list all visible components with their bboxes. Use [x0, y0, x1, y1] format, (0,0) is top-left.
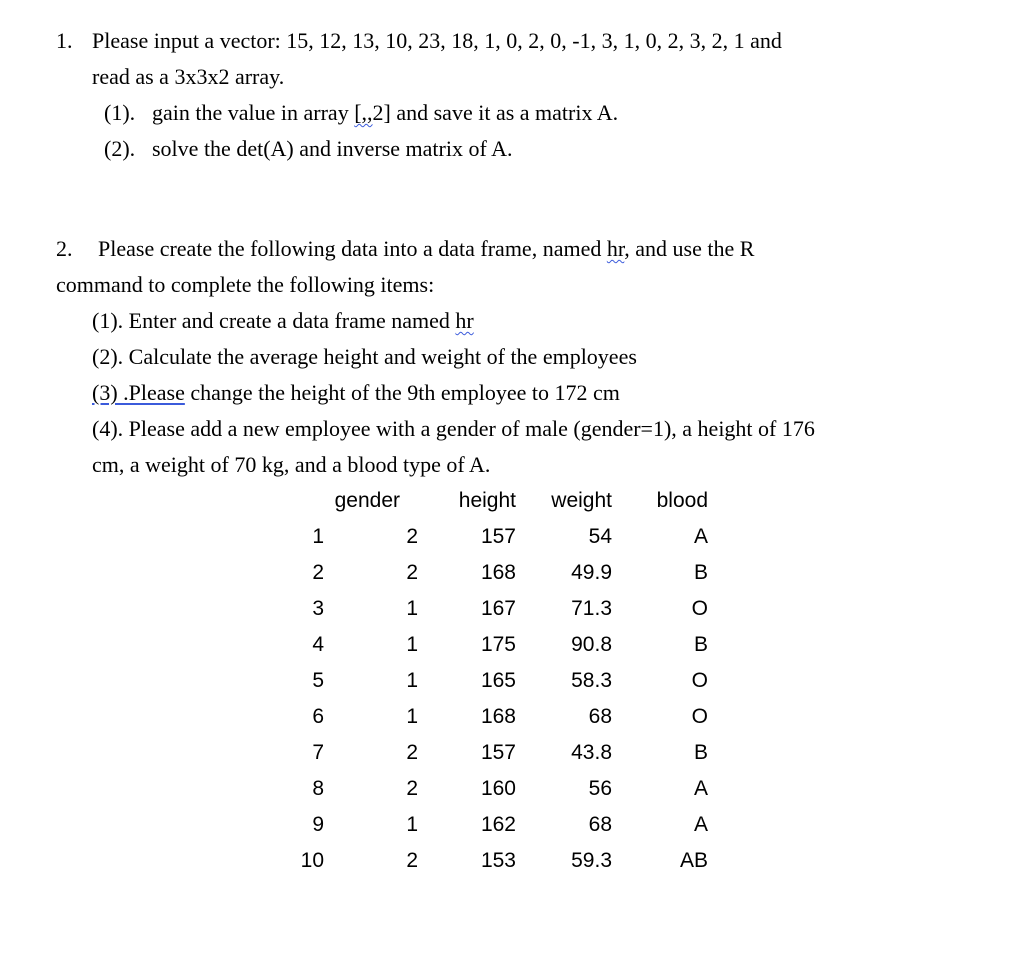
cell-blood: AB — [679, 849, 708, 872]
cell-weight: 59.3 — [571, 849, 612, 872]
q2-item2: (2). Calculate the average height and weight of the employees — [92, 344, 637, 369]
cell-height: 175 — [480, 633, 516, 656]
cell-height: 157 — [480, 741, 516, 764]
q2-item1-name: hr — [455, 308, 474, 333]
cell-height: 168 — [480, 561, 516, 584]
q2-item4-line1: (4). Please add a new employee with a gender of male (gender=1), a height of 176 — [92, 416, 815, 441]
q2-item3 — [92, 380, 620, 406]
row-index: 1 — [312, 525, 324, 548]
cell-height: 167 — [480, 597, 516, 620]
row-index: 2 — [312, 561, 324, 584]
q1-item1 — [152, 100, 618, 126]
q2-item1 — [92, 308, 474, 334]
cell-weight: 68 — [588, 705, 612, 728]
header-blood: blood — [656, 489, 708, 512]
cell-blood: A — [693, 777, 708, 800]
cell-weight: 71.3 — [571, 597, 612, 620]
q1-number: 1. — [56, 28, 73, 53]
cell-blood: A — [693, 813, 708, 836]
cell-gender: 2 — [406, 777, 418, 800]
cell-gender: 1 — [406, 633, 418, 656]
cell-gender: 1 — [406, 813, 418, 836]
cell-blood: A — [693, 525, 708, 548]
header-height: height — [458, 489, 516, 512]
q2-line1-post: , and use the R — [624, 236, 755, 261]
cell-weight: 58.3 — [571, 669, 612, 692]
q1-item1-code: [,, — [354, 100, 373, 125]
cell-gender: 2 — [406, 561, 418, 584]
cell-weight: 56 — [588, 777, 612, 800]
q2-line2: command to complete the following items: — [56, 272, 435, 297]
cell-height: 168 — [480, 705, 516, 728]
cell-gender: 1 — [406, 705, 418, 728]
cell-weight: 68 — [588, 813, 612, 836]
row-index: 4 — [312, 633, 324, 656]
cell-gender: 1 — [406, 597, 418, 620]
q1-line2: read as a 3x3x2 array. — [92, 64, 285, 89]
cell-blood: B — [693, 561, 708, 584]
row-index: 6 — [312, 705, 324, 728]
q2-item1-pre: (1). Enter and create a data frame named — [92, 308, 456, 333]
q1-line1: Please input a vector: 15, 12, 13, 10, 23, 18, 1, 0, 2, 0, -1, 3, 1, 0, 2, 3, 2, 1 and — [92, 28, 782, 53]
q2-number: 2. — [56, 236, 73, 261]
cell-height: 160 — [480, 777, 516, 800]
cell-blood: O — [691, 705, 708, 728]
header-gender: gender — [334, 489, 400, 512]
cell-gender: 1 — [406, 669, 418, 692]
cell-blood: B — [693, 633, 708, 656]
row-index: 8 — [312, 777, 324, 800]
row-index: 7 — [312, 741, 324, 764]
cell-weight: 43.8 — [571, 741, 612, 764]
row-index: 10 — [300, 849, 324, 872]
cell-gender: 2 — [406, 525, 418, 548]
cell-height: 162 — [480, 813, 516, 836]
row-index: 3 — [312, 597, 324, 620]
cell-height: 165 — [480, 669, 516, 692]
q1-item1-post: 2] and save it as a matrix A. — [372, 100, 619, 125]
cell-blood: O — [691, 597, 708, 620]
cell-height: 157 — [480, 525, 516, 548]
q2-item4-line2: cm, a weight of 70 kg, and a blood type of A. — [92, 452, 491, 477]
row-index: 9 — [312, 813, 324, 836]
q2-item3-link: (3) .Please — [92, 380, 185, 405]
cell-gender: 2 — [406, 741, 418, 764]
q1-item2-number: (2). — [104, 136, 136, 161]
q2-line1-pre: Please create the following data into a data frame, named — [98, 236, 607, 261]
cell-weight: 90.8 — [571, 633, 612, 656]
q2-line1 — [98, 236, 754, 262]
row-index: 5 — [312, 669, 324, 692]
q1-item1-pre: gain the value in array — [152, 100, 355, 125]
q1-item2: solve the det(A) and inverse matrix of A. — [152, 136, 513, 161]
cell-weight: 49.9 — [571, 561, 612, 584]
cell-blood: O — [691, 669, 708, 692]
q2-line1-name: hr — [606, 236, 625, 261]
cell-height: 153 — [480, 849, 516, 872]
cell-blood: B — [693, 741, 708, 764]
cell-gender: 2 — [406, 849, 418, 872]
header-weight: weight — [551, 489, 612, 512]
q2-item3-post: change the height of the 9th employee to 172 cm — [184, 380, 620, 405]
q1-item1-number: (1). — [104, 100, 136, 125]
cell-weight: 54 — [588, 525, 612, 548]
